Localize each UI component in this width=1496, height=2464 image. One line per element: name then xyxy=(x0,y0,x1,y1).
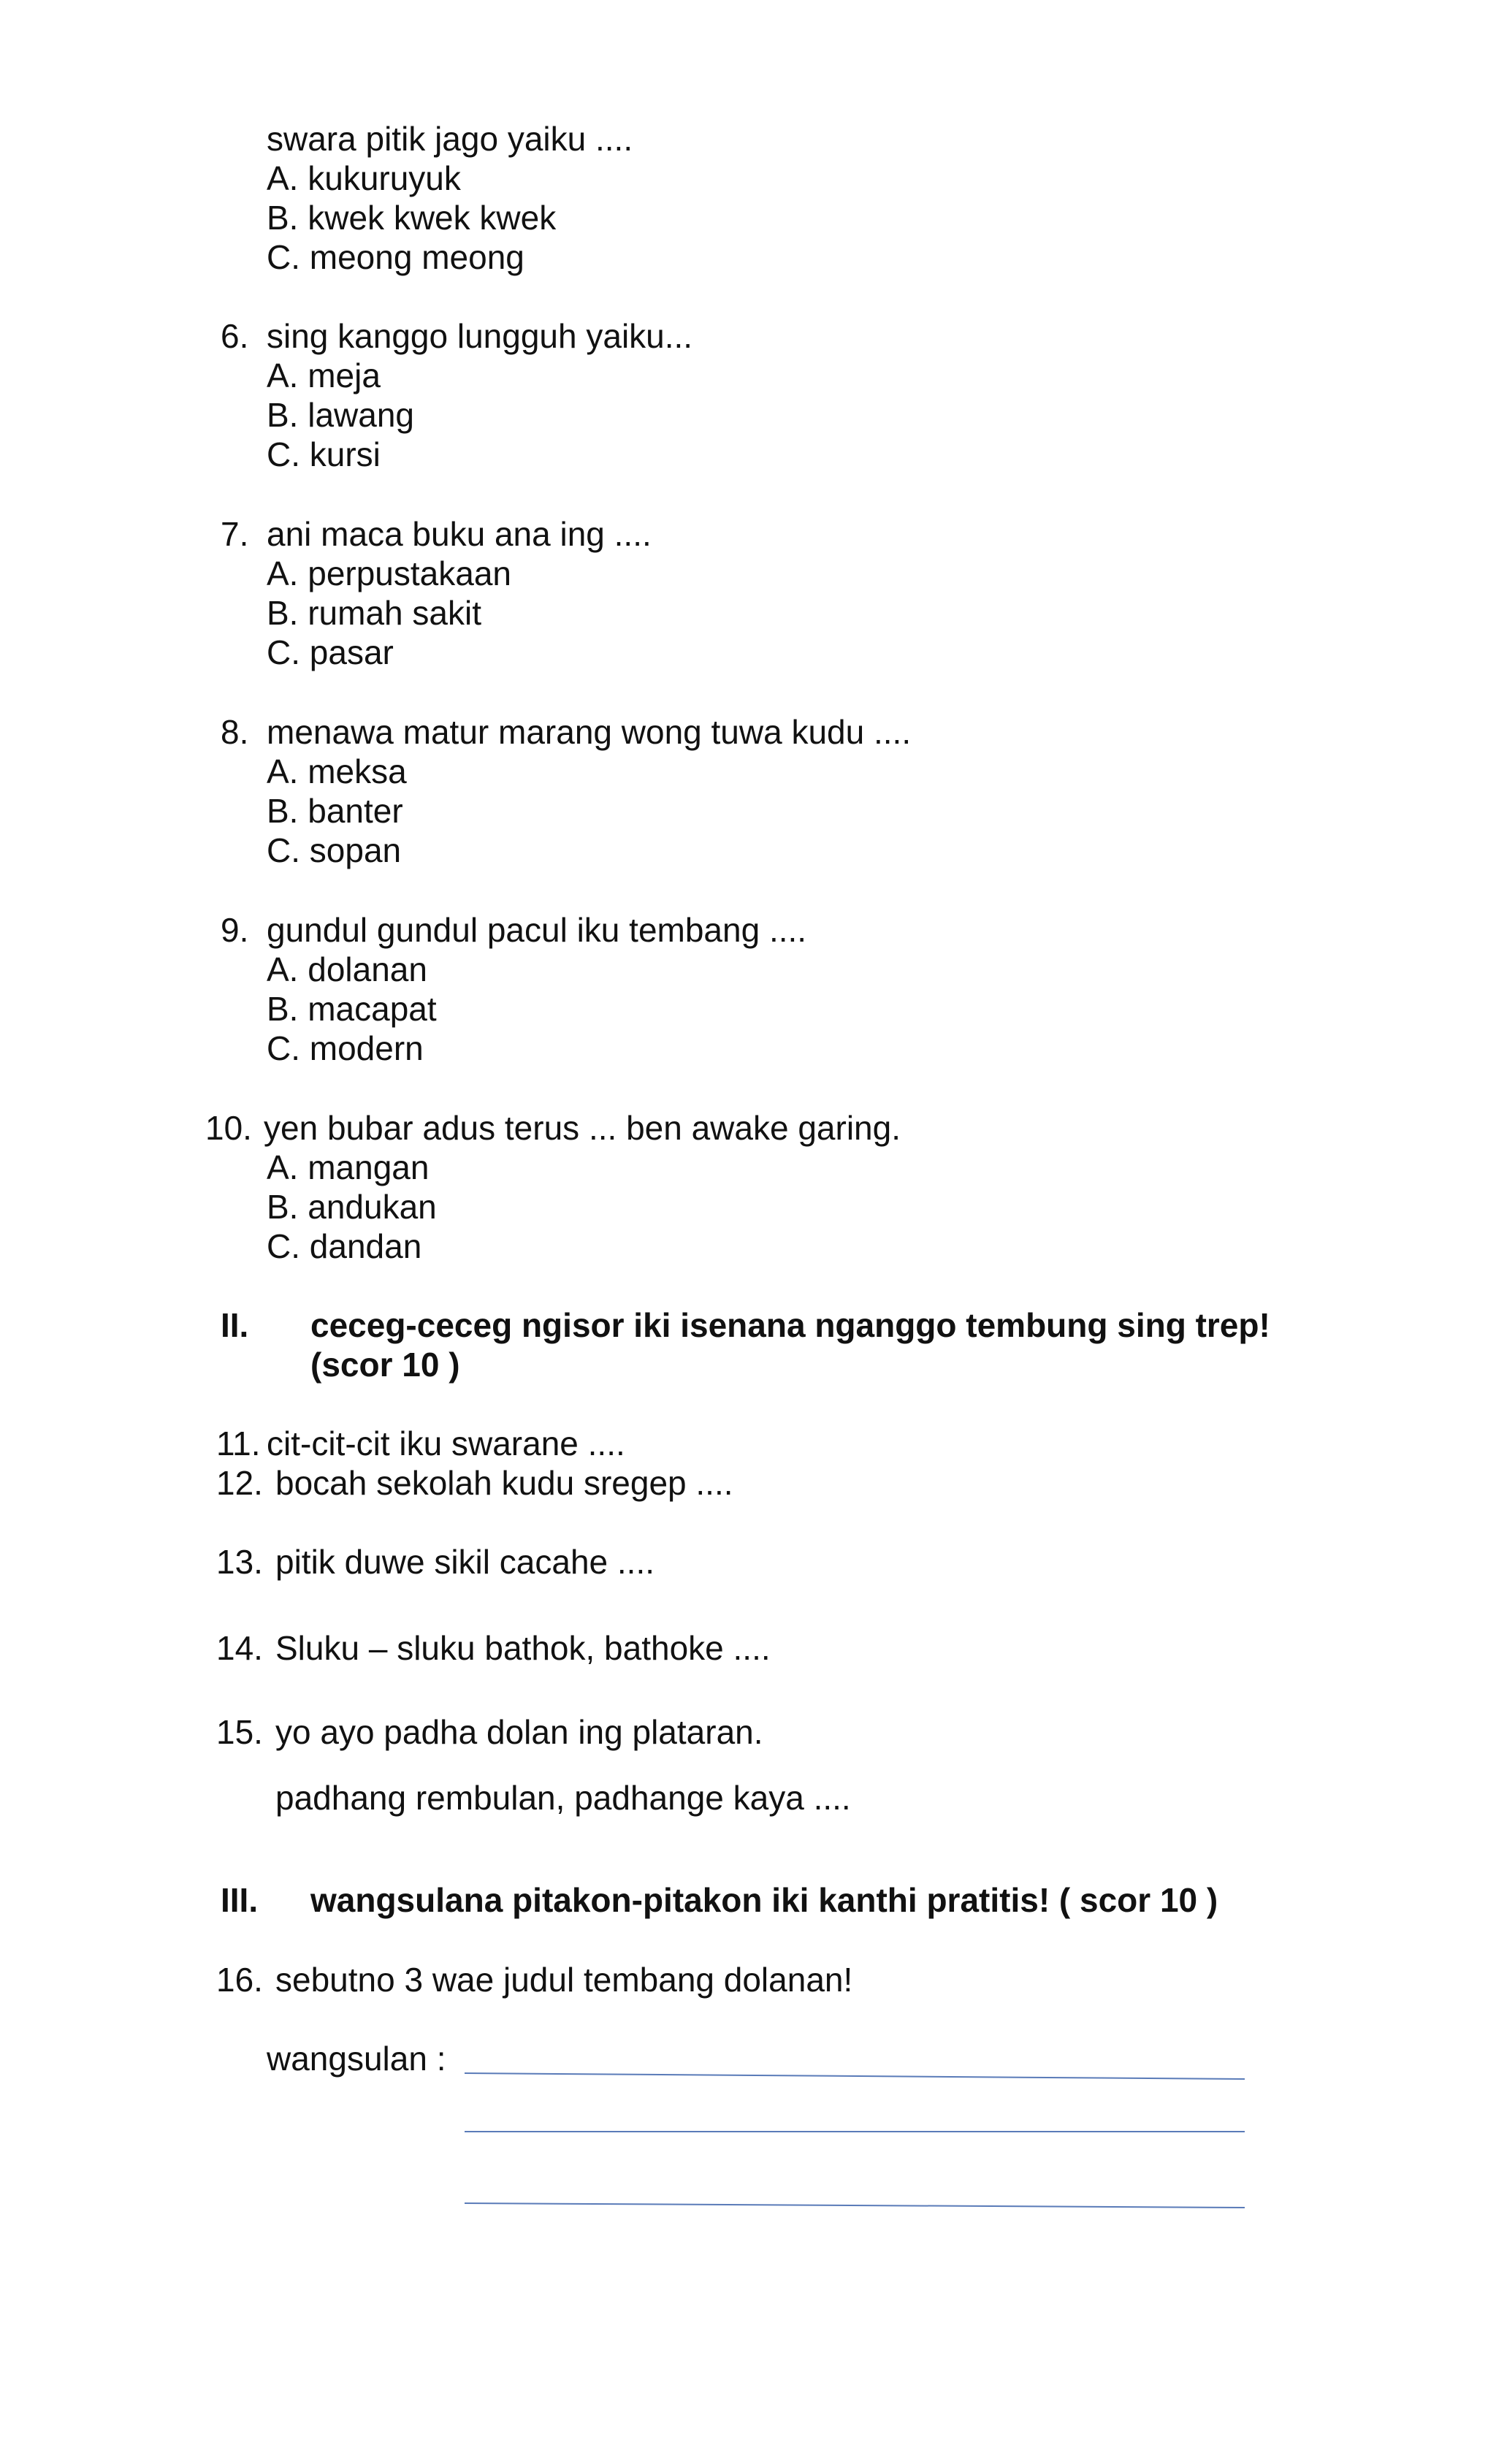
question-6-text: sing kanggo lungguh yaiku... xyxy=(267,317,693,355)
question-6-option-c: C. kursi xyxy=(267,435,381,473)
question-10-number: 10. xyxy=(205,1109,252,1147)
question-12-number: 12. xyxy=(216,1464,263,1502)
question-5-option-b: B. kwek kwek kwek xyxy=(267,199,557,237)
question-6-number: 6. xyxy=(221,317,249,355)
question-14-text: Sluku – sluku bathok, bathoke .... xyxy=(275,1629,771,1667)
question-13-text: pitik duwe sikil cacahe .... xyxy=(275,1543,655,1581)
question-13-number: 13. xyxy=(216,1543,263,1581)
section-2-score: (scor 10 ) xyxy=(310,1346,460,1384)
question-7-option-c: C. pasar xyxy=(267,633,394,671)
question-10-option-b: B. andukan xyxy=(267,1188,437,1226)
answer-line-3[interactable] xyxy=(465,2203,1245,2208)
question-9-option-b: B. macapat xyxy=(267,990,437,1028)
question-9-text: gundul gundul pacul iku tembang .... xyxy=(267,911,807,949)
question-8-option-c: C. sopan xyxy=(267,831,402,869)
question-16-text: sebutno 3 wae judul tembang dolanan! xyxy=(275,1961,853,1999)
question-8-option-a: A. meksa xyxy=(267,752,407,790)
question-14-number: 14. xyxy=(216,1629,263,1667)
question-7-number: 7. xyxy=(221,515,249,553)
question-7-text: ani maca buku ana ing .... xyxy=(267,515,652,553)
section-3-instruction: wangsulana pitakon-pitakon iki kanthi pratitis! ( scor 10 ) xyxy=(310,1881,1218,1919)
question-16-number: 16. xyxy=(216,1961,263,1999)
question-10-text: yen bubar adus terus ... ben awake garing. xyxy=(264,1109,901,1147)
question-11-number: 11. xyxy=(216,1424,261,1462)
question-9-option-a: A. dolanan xyxy=(267,950,427,988)
question-9-option-c: C. modern xyxy=(267,1029,424,1067)
question-11-text: cit-cit-cit iku swarane .... xyxy=(267,1424,625,1462)
question-12-text: bocah sekolah kudu sregep .... xyxy=(275,1464,733,1502)
question-10-option-c: C. dandan xyxy=(267,1227,422,1265)
question-8-option-b: B. banter xyxy=(267,792,403,830)
question-9-number: 9. xyxy=(221,911,249,949)
question-15-text: yo ayo padha dolan ing plataran. xyxy=(275,1713,763,1751)
question-7-option-b: B. rumah sakit xyxy=(267,594,481,632)
question-8-number: 8. xyxy=(221,713,249,751)
question-5-option-a: A. kukuruyuk xyxy=(267,159,461,197)
question-6-option-a: A. meja xyxy=(267,356,381,394)
question-8-text: menawa matur marang wong tuwa kudu .... xyxy=(267,713,912,751)
question-15-number: 15. xyxy=(216,1713,263,1751)
question-6-option-b: B. lawang xyxy=(267,396,415,434)
section-2-number: II. xyxy=(221,1306,249,1344)
section-3-number: III. xyxy=(221,1881,259,1919)
question-5-option-c: C. meong meong xyxy=(267,238,524,276)
answer-label: wangsulan : xyxy=(267,2040,446,2078)
question-10-option-a: A. mangan xyxy=(267,1148,430,1186)
question-7-option-a: A. perpustakaan xyxy=(267,554,512,592)
answer-line-1[interactable] xyxy=(465,2073,1245,2079)
question-5-text: swara pitik jago yaiku .... xyxy=(267,120,633,158)
section-2-instruction: ceceg-ceceg ngisor iki isenana nganggo tembung sing trep! xyxy=(310,1306,1270,1344)
question-15-text-line-2: padhang rembulan, padhange kaya .... xyxy=(275,1779,851,1817)
